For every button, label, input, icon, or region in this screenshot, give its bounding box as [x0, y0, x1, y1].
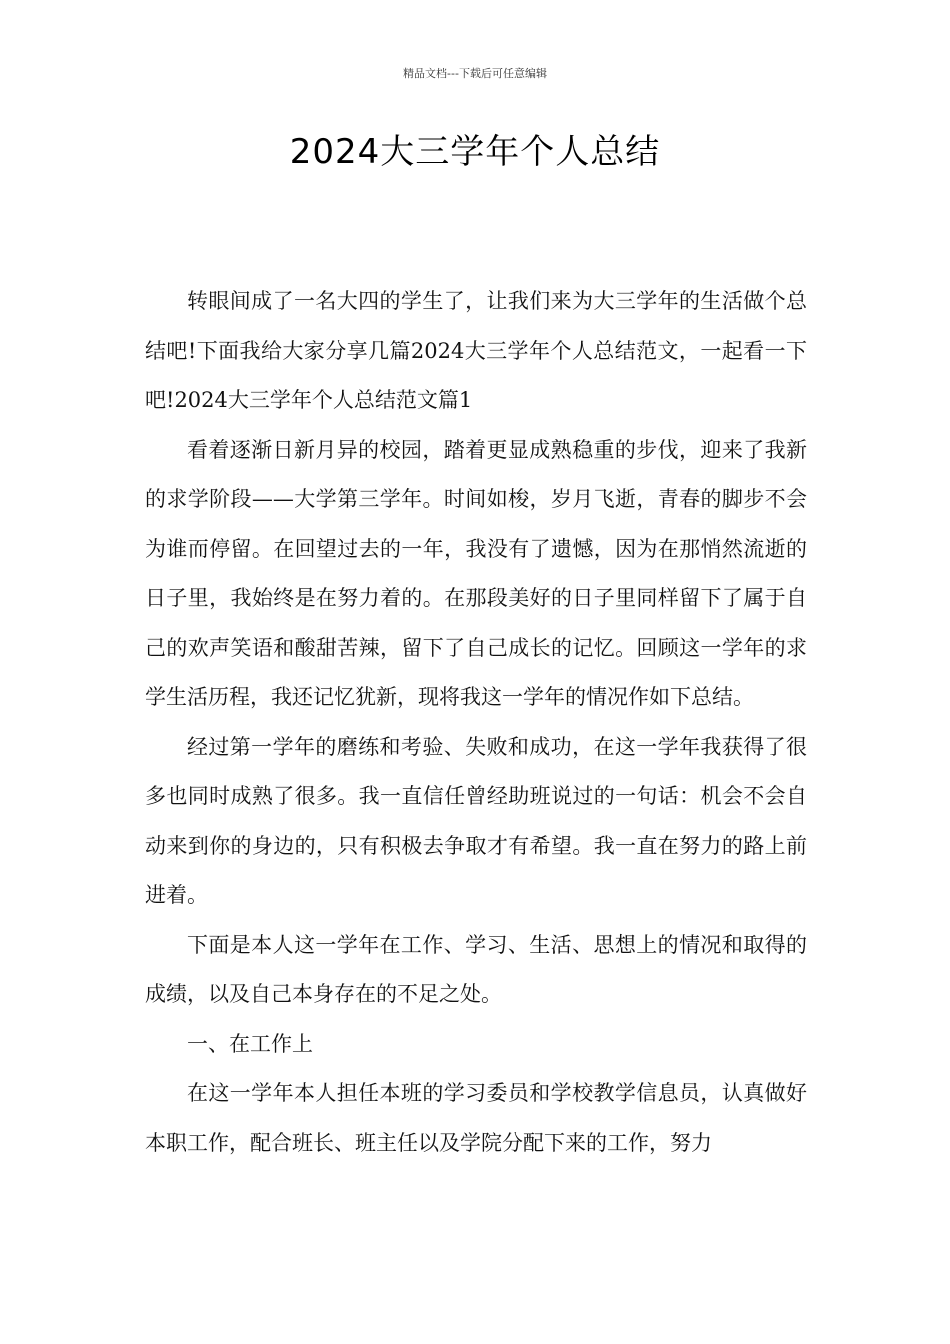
document-body [145, 277, 807, 1168]
paragraph-growth: 经过第一学年的磨练和考验、失败和成功，在这一学年我获得了很多也同时成熟了很多。我一直信任曾经助班说过的一句话：机会不会自动来到你的身边的，只有积极去争取才有希望。我一直在努力的路上前进着。 [145, 734, 807, 907]
paragraph-reflection: 看着逐渐日新月异的校园，踏着更显成熟稳重的步伐，迎来了我新的求学阶段——大学第三学年。时间如梭，岁月飞逝，青春的脚步不会为谁而停留。在回望过去的一年，我没有了遗憾，因为在那悄然流逝的日子里，我始终是在努力着的。在那段美好的日子里同样留下了属于自己的欢声笑语和酸甜苦辣，留下了自己成长的记忆。回顾这一学年的求学生活历程，我还记忆犹新，现将我这一学年的情况作如下总结。 [145, 437, 807, 709]
paragraph-intro: 转眼间成了一名大四的学生了，让我们来为大三学年的生活做个总结吧!下面我给大家分享几篇2024大三学年个人总结范文，一起看一下吧!2024大三学年个人总结范文篇1 [145, 289, 807, 412]
paragraph-work: 在这一学年本人担任本班的学习委员和学校教学信息员，认真做好本职工作，配合班长、班主任以及学院分配下来的工作，努力 [145, 1081, 807, 1155]
paragraph-overview: 下面是本人这一学年在工作、学习、生活、思想上的情况和取得的成绩，以及自己本身存在的不足之处。 [145, 932, 807, 1006]
document-title: 2024大三学年个人总结 [289, 132, 661, 172]
section-heading-work: 一、在工作上 [187, 1031, 313, 1056]
header-note: 精品文档---下载后可任意编辑 [403, 67, 547, 80]
